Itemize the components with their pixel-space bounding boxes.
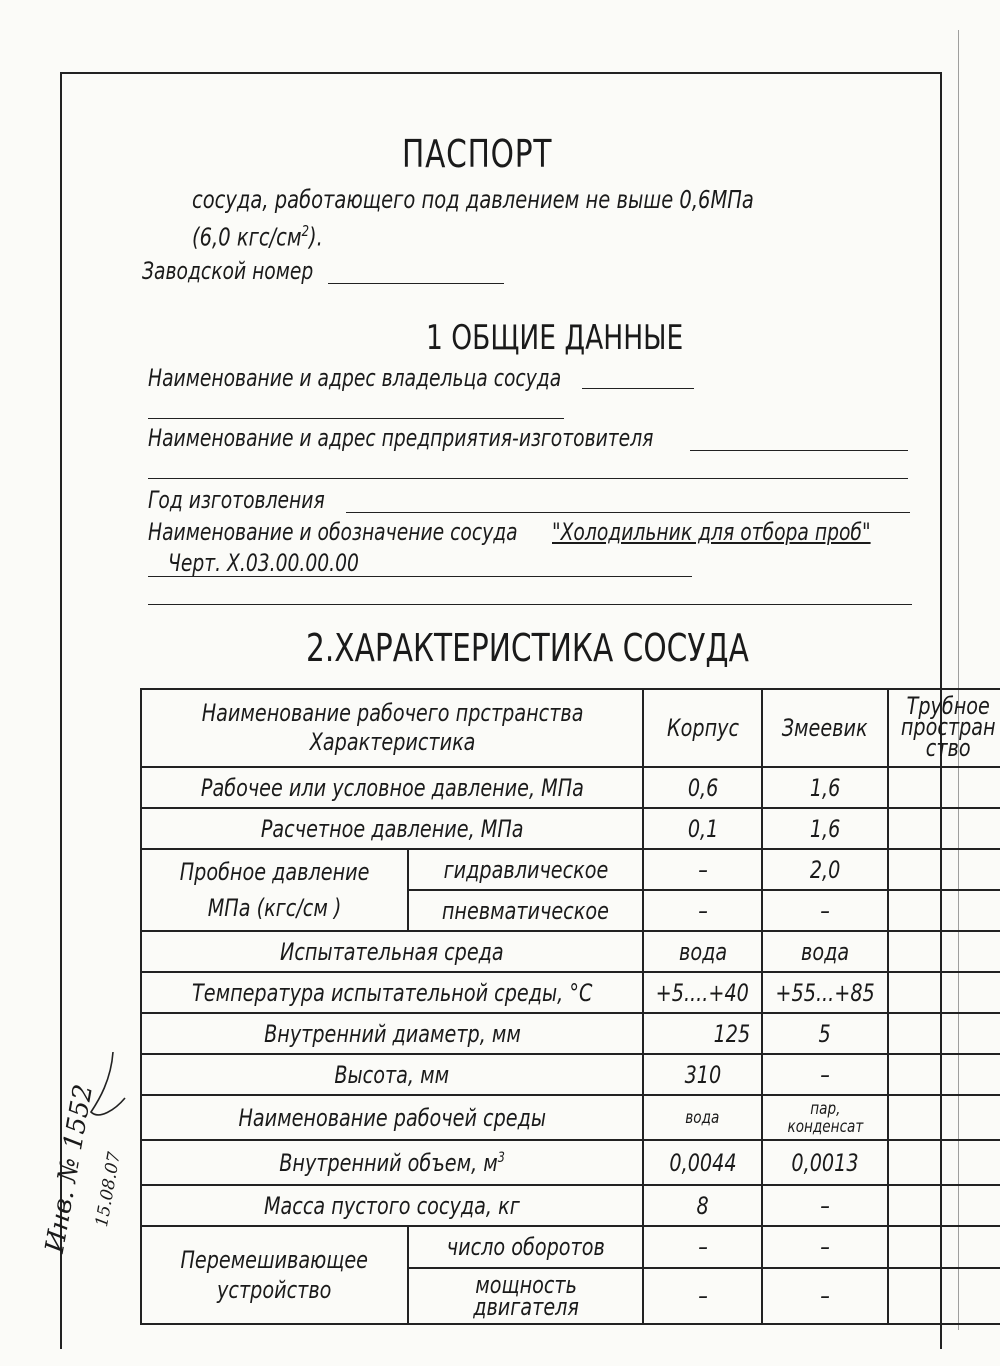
body-value: –	[697, 1233, 708, 1261]
body-value: 8	[696, 1191, 709, 1220]
manufacturer-field[interactable]	[690, 450, 908, 451]
owner-field-line-2[interactable]	[148, 418, 564, 419]
owner-field[interactable]	[582, 388, 694, 389]
table-row	[141, 1140, 1000, 1185]
table-row	[141, 931, 1000, 972]
test-pressure-label-2: МПа (кгс/см )	[207, 894, 342, 922]
header-coil: Змеевик	[762, 689, 888, 767]
mixer-label-2: устройство	[217, 1276, 332, 1304]
test-pressure-label-cell	[141, 849, 408, 931]
section1-heading: 1 ОБЩИЕ ДАННЫЕ	[426, 318, 684, 358]
subtitle-line-2: (6,0 кгс/$см^2$).	[192, 222, 323, 252]
owner-label: Наименование и адрес владельца сосуда	[148, 364, 562, 392]
row-label: Высота, мм	[334, 1060, 450, 1089]
coil-value: –	[820, 896, 830, 925]
manufacturer-label: Наименование и адрес предприятия-изготовителя	[148, 424, 654, 452]
drawing-number: Черт. Х.03.00.00.00	[168, 549, 359, 577]
coil-value: 1,6	[809, 814, 841, 843]
table-row	[141, 808, 1000, 849]
row-label: Температура испытательной среды, °С	[192, 978, 593, 1007]
row-sublabel: мощность двигателя	[472, 1270, 579, 1321]
mixer-label-cell	[141, 1226, 408, 1324]
row-sublabel: число оборотов	[446, 1233, 605, 1261]
coil-value: пар, конденсат	[787, 1098, 863, 1137]
passport-title: ПАСПОРТ	[402, 132, 553, 176]
header-name-cell	[141, 689, 643, 767]
table-header-row	[141, 689, 1000, 767]
body-value: вода	[685, 1108, 720, 1128]
coil-value: –	[820, 1282, 830, 1310]
subtitle-line-1: сосуда, работающего под давлением не выше 0,6МПа	[192, 185, 754, 214]
inventory-date: 15.08.07	[92, 1150, 125, 1229]
header-name-line-1: Наименование рабочего прстранства	[201, 699, 584, 727]
vessel-name: "Холодильник для отбора проб"	[552, 518, 871, 546]
year-field[interactable]	[346, 512, 910, 513]
row-label: Наименование рабочей среды	[238, 1103, 546, 1132]
table-row	[141, 1185, 1000, 1226]
characteristics-table	[140, 688, 1000, 1325]
coil-value: +55...+85	[775, 978, 875, 1007]
coil-value: 0,0013	[791, 1148, 859, 1177]
signature-mark	[85, 1050, 135, 1130]
body-value: +5....+40	[656, 978, 750, 1007]
vessel-label: Наименование и обозначение сосуда	[148, 518, 518, 546]
body-value: 125	[713, 1019, 751, 1048]
mixer-label-1: Перемешивающее	[180, 1246, 369, 1274]
table-row	[141, 1095, 1000, 1140]
coil-value: вода	[800, 937, 850, 966]
body-value: –	[697, 855, 708, 884]
drawing-field[interactable]	[148, 576, 692, 577]
row-sublabel: гидравлическое	[443, 855, 609, 884]
header-body: Корпус	[643, 689, 762, 767]
body-value: 0,0044	[669, 1148, 737, 1177]
body-value: –	[697, 1282, 708, 1310]
row-label: Испытательная среда	[280, 937, 505, 966]
coil-value: –	[820, 1233, 830, 1261]
table-row	[141, 849, 1000, 890]
row-label: Рабочее или условное давление, МПа	[200, 773, 584, 802]
table-row	[141, 1226, 1000, 1268]
manufacturer-field-line-2[interactable]	[148, 478, 908, 479]
body-value: 0,6	[687, 773, 718, 802]
coil-value: –	[820, 1191, 830, 1220]
header-tube: Трубное простран ство	[888, 689, 1000, 767]
row-label: Внутренний диаметр, мм	[263, 1019, 521, 1048]
table-row	[141, 972, 1000, 1013]
year-label: Год изготовления	[148, 486, 325, 514]
blank-field-line[interactable]	[148, 604, 912, 605]
row-sublabel: пневматическое	[442, 896, 610, 925]
coil-value: 2,0	[809, 855, 841, 884]
body-value: –	[697, 896, 708, 925]
serial-number-field[interactable]	[328, 283, 504, 284]
table-row	[141, 1013, 1000, 1054]
coil-value: 5	[818, 1019, 832, 1048]
table-row	[141, 1054, 1000, 1095]
body-value: вода	[678, 937, 727, 966]
row-label: Масса пустого сосуда, кг	[264, 1191, 521, 1220]
table-row	[141, 767, 1000, 808]
coil-value: –	[820, 1060, 830, 1089]
serial-number-label: Заводской номер	[142, 257, 314, 285]
body-value: 310	[684, 1060, 721, 1089]
row-label: Расчетное давление, МПа	[260, 814, 524, 843]
test-pressure-label-1: Пробное давление	[179, 858, 370, 886]
header-name-line-2: Характеристика	[309, 728, 476, 756]
body-value: 0,1	[687, 814, 718, 843]
coil-value: 1,6	[809, 773, 841, 802]
inventory-number: Инв. № 1552	[40, 1082, 100, 1256]
row-label: Внутренний объем, $м^3$	[279, 1148, 506, 1177]
section2-heading: 2.ХАРАКТЕРИСТИКА СОСУДА	[306, 626, 749, 670]
